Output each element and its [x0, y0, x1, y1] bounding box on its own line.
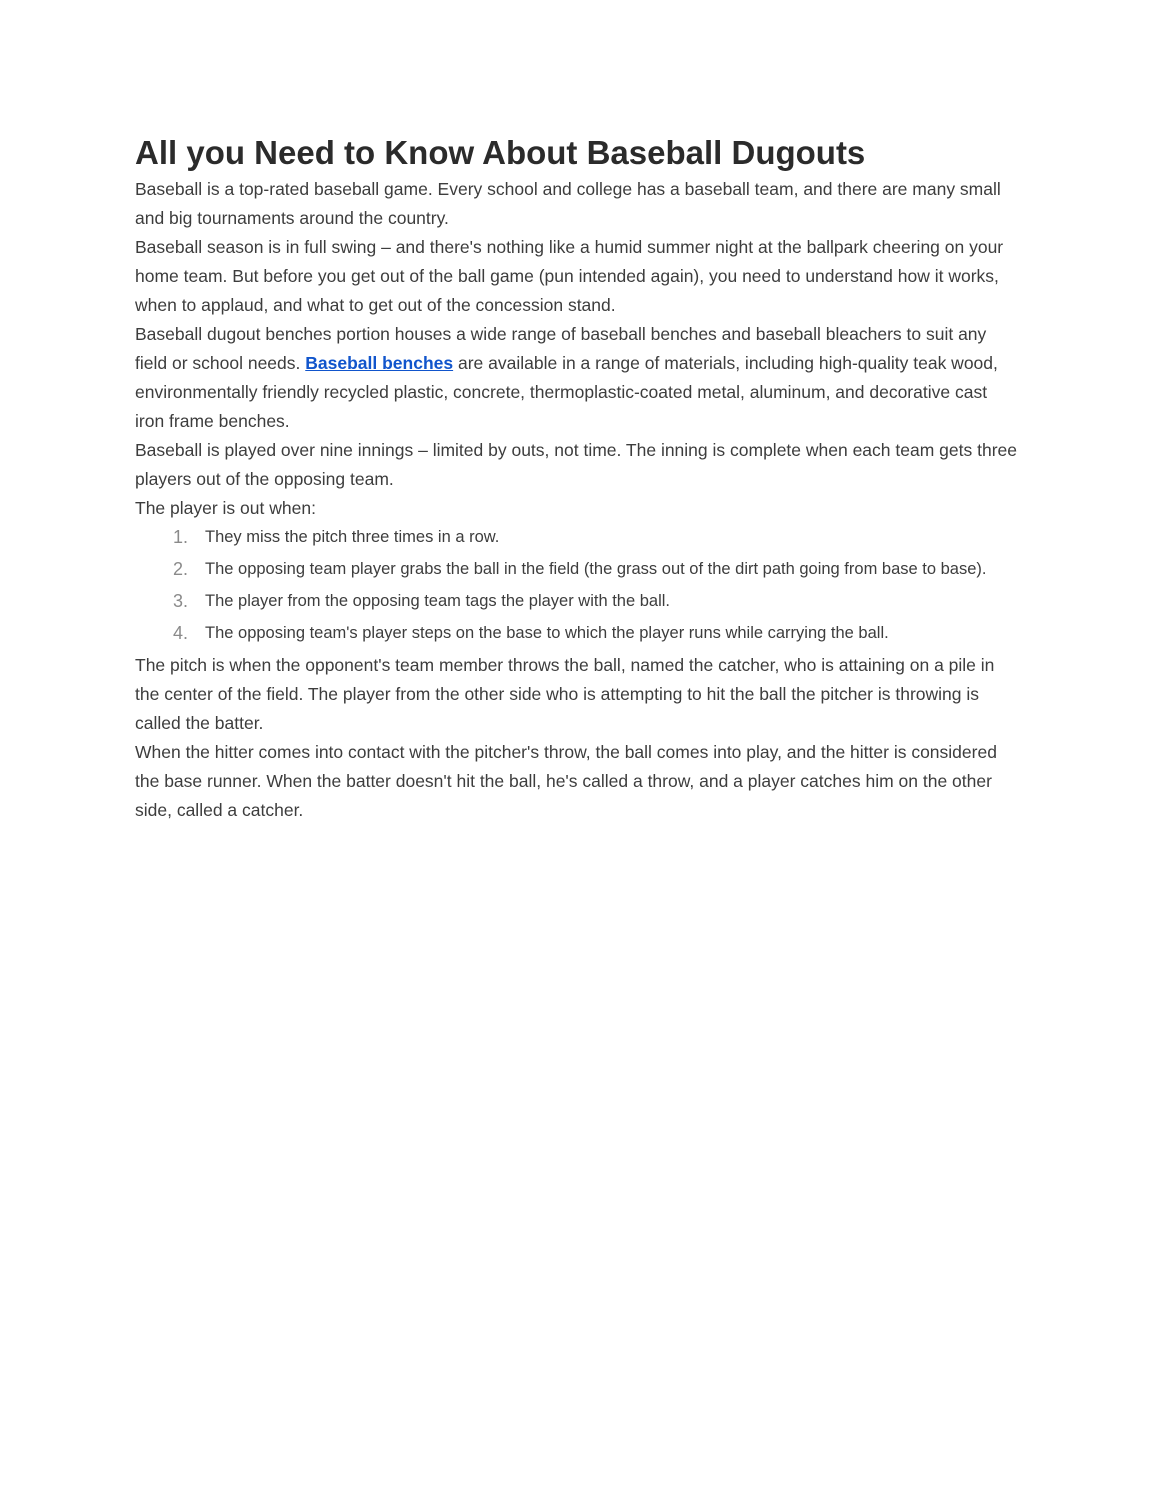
list-item [173, 587, 1020, 615]
paragraph-pitch: The pitch is when the opponent's team member throws the ball, named the catcher, who is attaining on a pile in the center of the field. The player from the other side who is attempting to hit the ball the pitcher is throwing is called the batter. [135, 654, 995, 733]
paragraph-intro: Baseball is a top-rated baseball game. Every school and college has a baseball team, and there are many small and big tournaments around the country. [135, 178, 1001, 228]
list-item [173, 619, 1020, 647]
player-out-list [135, 523, 1020, 647]
list-item-text: The opposing team player grabs the ball in the field (the grass out of the dirt path going from base to base). [205, 559, 987, 578]
list-item-number: 4. [173, 622, 189, 643]
list-item-text: They miss the pitch three times in a row. [205, 527, 500, 546]
paragraph-season: Baseball season is in full swing – and there's nothing like a humid summer night at the ballpark cheering on your home team. But before you get out of the ball game (pun intended again), you need to understand how it works, when to applaud, and what to get out of the concession stand. [135, 236, 1004, 315]
paragraph-benches [135, 320, 1020, 436]
player-out-when-text: The player is out when: [135, 497, 316, 518]
benches-text-before-link: Baseball dugout benches portion houses a wide range of baseball benches and baseball bleachers to suit any field or school needs. [135, 323, 987, 373]
list-item-number: 2. [173, 558, 189, 579]
list-item [173, 555, 1020, 583]
paragraph-innings [135, 436, 1020, 523]
benches-text-after-link: are available in a range of materials, including high-quality teak wood, environmentally friendly recycled plastic, concrete, thermoplastic-coated metal, aluminum, and decorative cast iron frame benches. [135, 352, 998, 431]
list-item-number: 1. [173, 526, 189, 547]
innings-text: Baseball is played over nine innings – limited by outs, not time. The inning is complete when each team gets three players out of the opposing team. [135, 439, 1017, 489]
list-item [173, 523, 1020, 551]
paragraph-hitter: When the hitter comes into contact with the pitcher's throw, the ball comes into play, and the hitter is considered the base runner. When the batter doesn't hit the ball, he's called a throw, and a player catches him on the other side, called a catcher. [135, 741, 997, 820]
page-title: All you Need to Know About Baseball Dugouts [135, 134, 866, 171]
baseball-benches-link[interactable]: Baseball benches [305, 352, 454, 373]
list-item-text: The player from the opposing team tags the player with the ball. [205, 591, 671, 610]
list-item-text: The opposing team's player steps on the base to which the player runs while carrying the ball. [205, 623, 889, 642]
list-item-number: 3. [173, 590, 189, 611]
